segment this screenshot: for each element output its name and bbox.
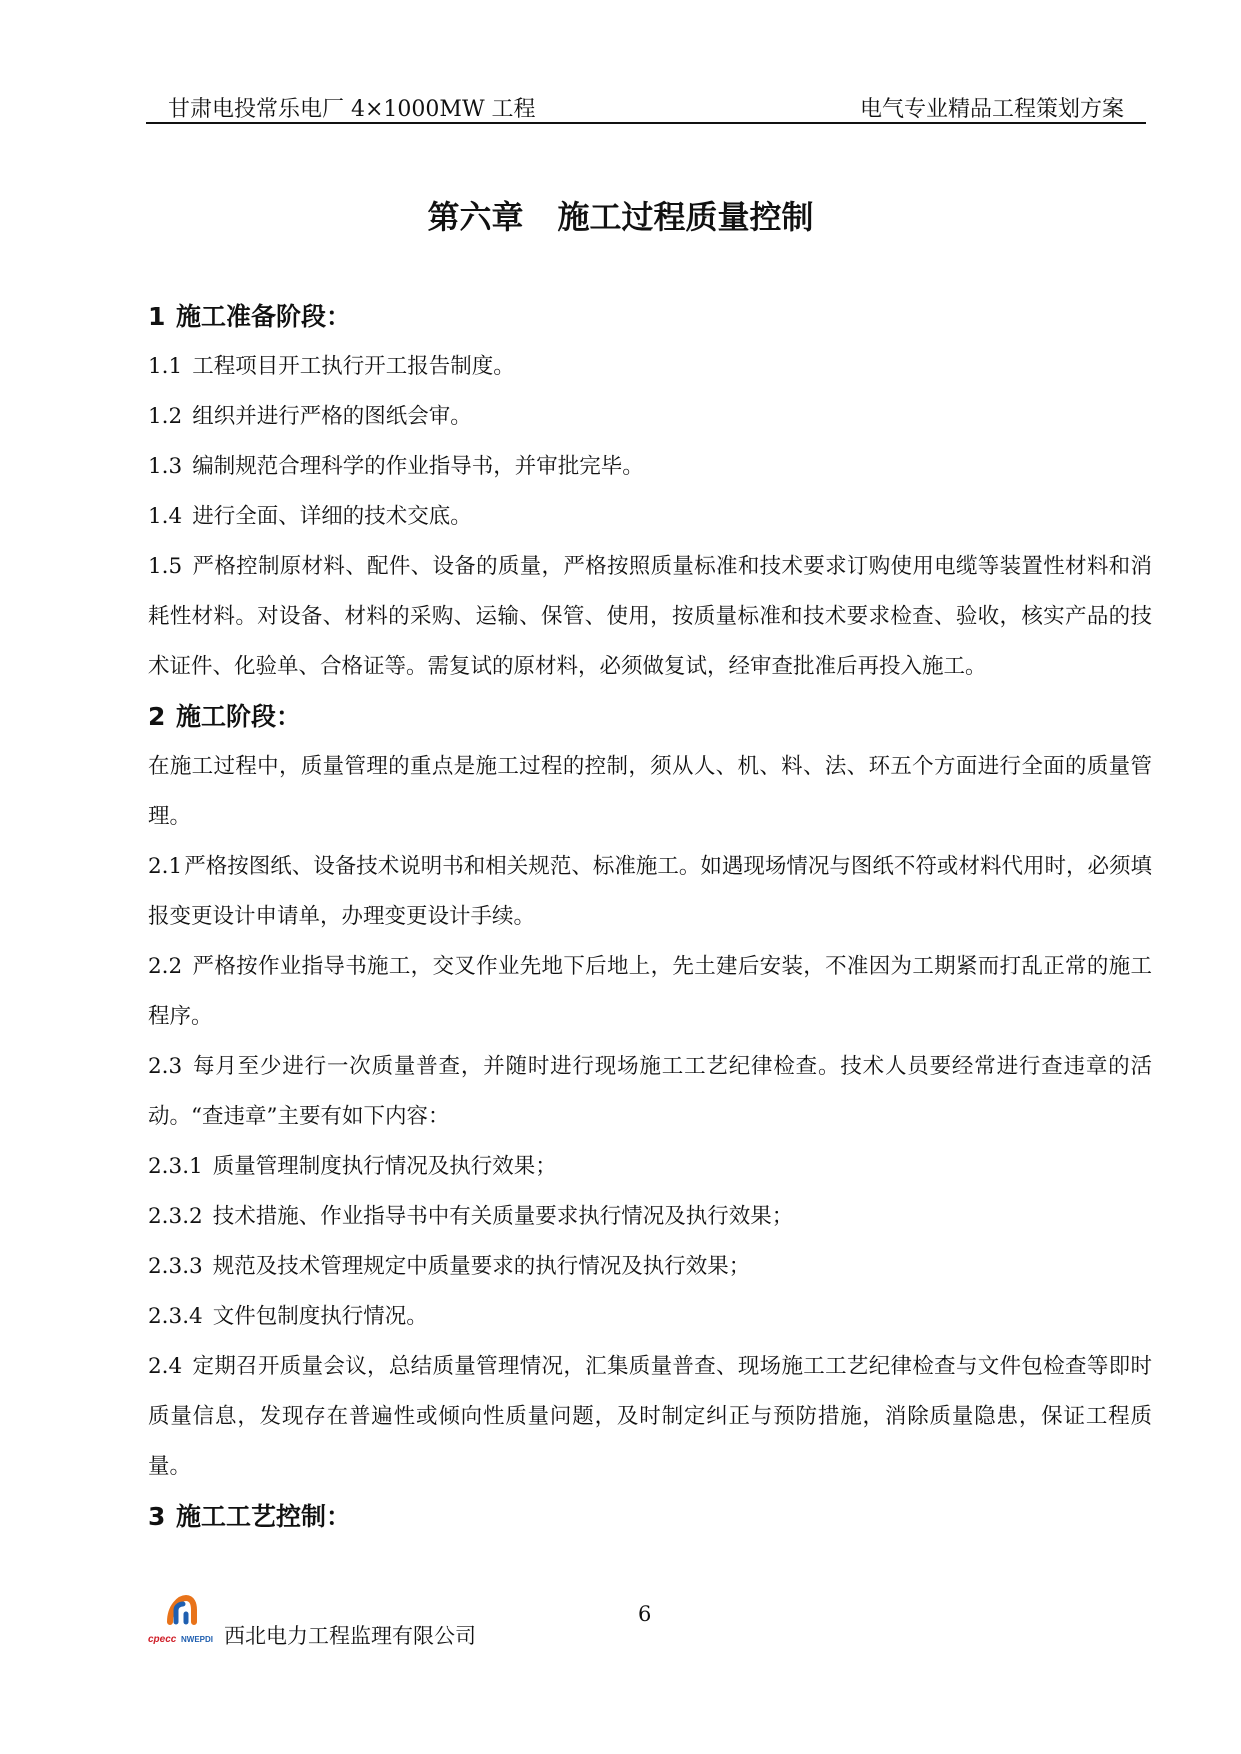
svg-text:NWEPDI: NWEPDI xyxy=(181,1635,213,1644)
item-2-3: 2.3 每月至少进行一次质量普查，并随时进行现场施工工艺纪律检查。技术人员要经常进行查违章的活动。“查违章”主要有如下内容： xyxy=(148,1054,1152,1129)
header-project-title: 甘肃电投常乐电厂 4×1000MW 工程 xyxy=(168,97,536,122)
item-2-1: 2.1严格按图纸、设备技术说明书和相关规范、标准施工。如遇现场情况与图纸不符或材料代用时，必须填报变更设计申请单，办理变更设计手续。 xyxy=(148,854,1152,929)
chapter-number: 第六章 xyxy=(427,198,524,236)
item-2-3-1: 2.3.1 质量管理制度执行情况及执行效果； xyxy=(148,1154,557,1179)
item-1-4: 1.4 进行全面、详细的技术交底。 xyxy=(148,504,472,529)
item-1-1: 1.1 工程项目开工执行开工报告制度。 xyxy=(148,354,515,379)
section-title: 施工工艺控制： xyxy=(176,1502,352,1531)
section-heading-2 xyxy=(148,692,1152,742)
section-title: 施工准备阶段： xyxy=(176,302,352,331)
section-title: 施工阶段： xyxy=(176,702,302,731)
company-logo-icon xyxy=(146,1592,220,1648)
document-body xyxy=(148,292,1152,1542)
section-number: 1 xyxy=(148,302,166,331)
svg-text:cpecc: cpecc xyxy=(148,1634,177,1645)
item-1-2: 1.2 组织并进行严格的图纸会审。 xyxy=(148,404,472,429)
item-2-2: 2.2 严格按作业指导书施工，交叉作业先地下后地上，先土建后安装，不准因为工期紧而打乱正常的施工程序。 xyxy=(148,954,1152,1029)
page-footer xyxy=(146,1592,1146,1652)
chapter-title: 施工过程质量控制 xyxy=(557,198,814,236)
section-heading-3 xyxy=(148,1492,1152,1542)
company-name: 西北电力工程监理有限公司 xyxy=(224,1624,476,1648)
chapter-heading xyxy=(0,192,1241,238)
item-1-5: 1.5 严格控制原材料、配件、设备的质量，严格按照质量标准和技术要求订购使用电缆等装置性材料和消耗性材料。对设备、材料的采购、运输、保管、使用，按质量标准和技术要求检查、验收，核实产品的技术证件、化验单、合格证等。需复试的原材料，必须做复试，经审查批准后再投入施工。 xyxy=(148,554,1152,679)
section-heading-1 xyxy=(148,292,1152,342)
header-rule xyxy=(146,122,1146,124)
header-document-title: 电气专业精品工程策划方案 xyxy=(859,97,1124,122)
page-number: 6 xyxy=(638,1602,652,1626)
section-number: 2 xyxy=(148,702,166,731)
page-header xyxy=(146,84,1146,124)
section-number: 3 xyxy=(148,1502,166,1531)
item-1-3: 1.3 编制规范合理科学的作业指导书，并审批完毕。 xyxy=(148,454,644,479)
item-2-3-3: 2.3.3 规范及技术管理规定中质量要求的执行情况及执行效果； xyxy=(148,1254,751,1279)
item-2-3-2: 2.3.2 技术措施、作业指导书中有关质量要求执行情况及执行效果； xyxy=(148,1204,794,1229)
item-2-3-4: 2.3.4 文件包制度执行情况。 xyxy=(148,1304,428,1329)
item-2-4: 2.4 定期召开质量会议，总结质量管理情况，汇集质量普查、现场施工工艺纪律检查与文件包检查等即时质量信息，发现存在普遍性或倾向性质量问题，及时制定纠正与预防措施，消除质量隐患，保证工程质量。 xyxy=(148,1354,1152,1479)
section-2-intro: 在施工过程中，质量管理的重点是施工过程的控制，须从人、机、料、法、环五个方面进行全面的质量管理。 xyxy=(148,754,1152,829)
